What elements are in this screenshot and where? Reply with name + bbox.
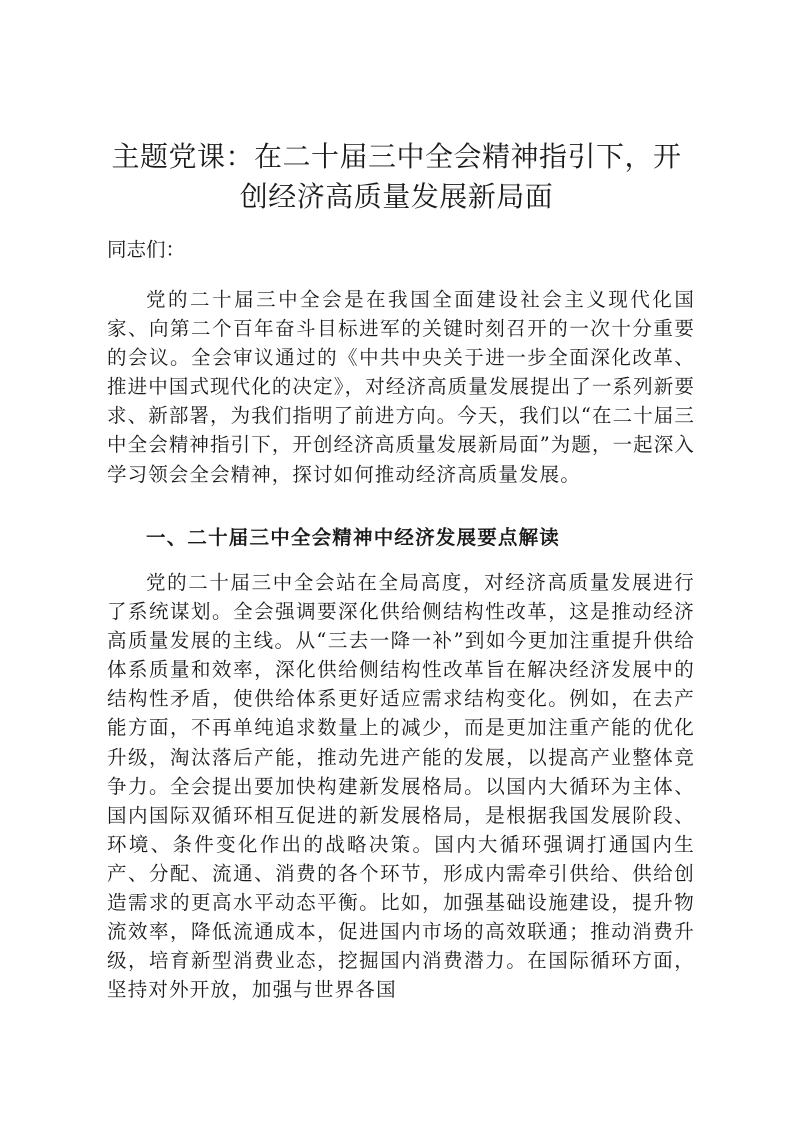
salutation: 同志们： — [107, 238, 186, 261]
document-title: 主题党课：在二十届三中全会精神指引下，开创经济高质量发展新局面 — [111, 140, 682, 213]
section-heading: 一、二十届三中全会精神中经济发展要点解读 — [146, 526, 561, 549]
body-paragraph: 党的二十届三中全会站在全局高度，对经济高质量发展进行了系统谋划。全会强调要深化供给侧结构性改革，这是推动经济高质量发展的主线。从“三去一降一补”到如今更加注重提升供给体系质量和效率，深化供给侧结构性改革旨在解决经济发展中的结构性矛盾，使供给体系更好适应需求结构变化。例如，在去产能方面，不再单纯追求数量上的减少，而是更加注重产能的优化升级，淘汰落后产能，推动先进产能的发展，以提高产业整体竞争力。全会提出要加快构建新发展格局。以国内大循环为主体、国内国际双循环相互促进的新发展格局，是根据我国发展阶段、环境、条件变化作出的战略决策。国内大循环强调打通国内生产、分配、流通、消费的各个环节，形成内需牵引供给、供给创造需求的更高水平动态平衡。比如，加强基础设施建设，提升物流效率，降低流通成本，促进国内市场的高效联通；推动消费升级，培育新型消费业态，挖掘国内消费潜力。在国际循环方面，坚持对外开放，加强与世界各国 — [107, 571, 695, 1002]
intro-paragraph: 党的二十届三中全会是在我国全面建设社会主义现代化国家、向第二个百年奋斗目标进军的关键时刻召开的一次十分重要的会议。全会审议通过的《中共中央关于进一步全面深化改革、推进中国式现代化的决定》，对经济高质量发展提出了一系列新要求、新部署，为我们指明了前进方向。今天，我们以“在二十届三中全会精神指引下，开创经济高质量发展新局面”为题，一起深入学习领会全会精神，探讨如何推动经济高质量发展。 — [107, 288, 695, 486]
